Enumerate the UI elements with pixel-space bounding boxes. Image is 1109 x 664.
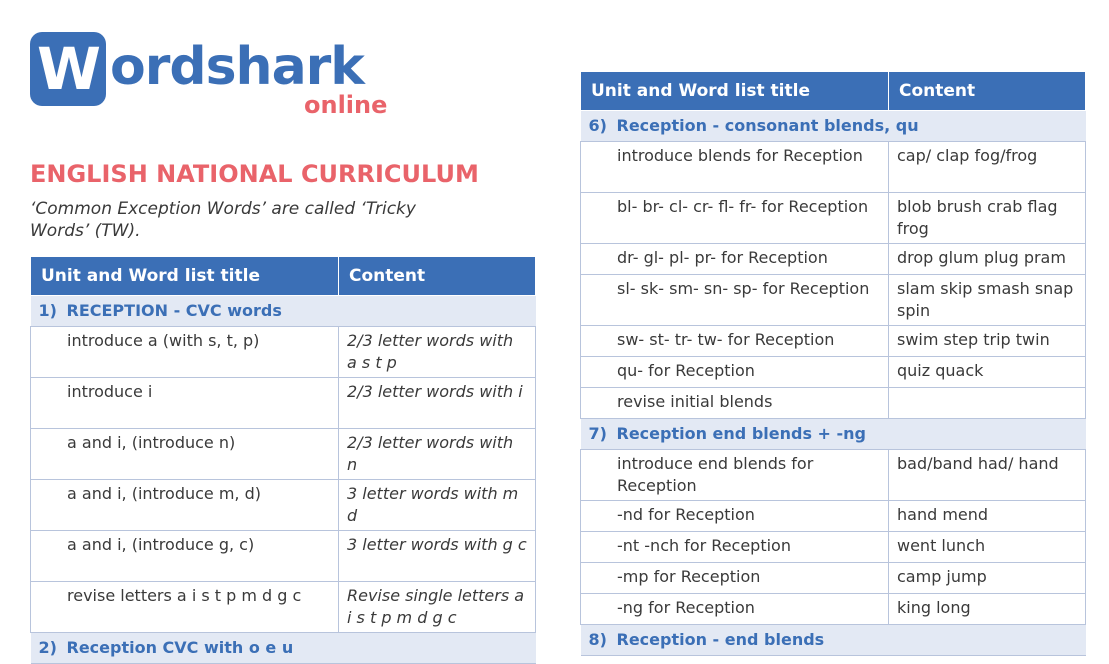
- section-number: 7): [588, 424, 607, 443]
- unit-title: qu- for Reception: [581, 357, 889, 388]
- table-row: [581, 275, 1086, 326]
- curriculum-table-left: [30, 256, 536, 664]
- col-header-title: Unit and Word list title: [581, 72, 889, 111]
- unit-title: a and i, (introduce n): [31, 429, 339, 480]
- unit-content: 3 letter words with m d: [339, 480, 536, 531]
- unit-title: -ng for Reception: [581, 594, 889, 625]
- section-number: 6): [588, 116, 607, 135]
- unit-title: -nd for Reception: [581, 501, 889, 532]
- col-header-content: Content: [339, 257, 536, 296]
- table-row: [31, 429, 536, 480]
- table-row: [31, 327, 536, 378]
- unit-content: bad/band had/ hand: [889, 450, 1086, 501]
- unit-title: a and i, (introduce g, c): [31, 531, 339, 582]
- unit-content: camp jump: [889, 563, 1086, 594]
- unit-title: sl- sk- sm- sn- sp- for Reception: [581, 275, 889, 326]
- unit-content: slam skip smash snap spin: [889, 275, 1086, 326]
- unit-title: introduce a (with s, t, p): [31, 327, 339, 378]
- section-row: [31, 296, 536, 327]
- page-subtitle: ‘Common Exception Words’ are called ‘Tricky Words’ (TW).: [30, 199, 416, 241]
- table-row: [581, 142, 1086, 193]
- section-title: Reception - end blends: [616, 630, 825, 649]
- unit-content: swim step trip twin: [889, 326, 1086, 357]
- logo-online: online: [304, 91, 388, 119]
- table-row: [581, 532, 1086, 563]
- table-row: [581, 594, 1086, 625]
- unit-content: Revise single letters a i s t p m d g c: [339, 582, 536, 633]
- section-row: [31, 633, 536, 664]
- unit-content: 2/3 letter words with i: [339, 378, 536, 429]
- table-row: [31, 480, 536, 531]
- unit-title: -nt -nch for Reception: [581, 532, 889, 563]
- unit-title: introduce end blends for Reception: [581, 450, 889, 501]
- table-row: [581, 563, 1086, 594]
- section-row: [581, 111, 1086, 142]
- unit-content: blob brush crab flag frog: [889, 193, 1086, 244]
- table-row: [581, 388, 1086, 419]
- unit-title: -mp for Reception: [581, 563, 889, 594]
- section-title: Reception end blends + -ng: [616, 424, 866, 443]
- table-row: [31, 531, 536, 582]
- unit-content: king long: [889, 594, 1086, 625]
- unit-title: dr- gl- pl- pr- for Reception: [581, 244, 889, 275]
- section-number: 1): [38, 301, 57, 320]
- col-header-title: Unit and Word list title: [31, 257, 339, 296]
- table-row: [581, 450, 1086, 501]
- section-title: RECEPTION - CVC words: [66, 301, 282, 320]
- table-row: [31, 582, 536, 633]
- page-heading: ENGLISH NATIONAL CURRICULUM: [30, 160, 479, 188]
- unit-content: went lunch: [889, 532, 1086, 563]
- unit-content: drop glum plug pram: [889, 244, 1086, 275]
- unit-title: bl- br- cl- cr- fl- fr- for Reception: [581, 193, 889, 244]
- unit-title: revise letters a i s t p m d g c: [31, 582, 339, 633]
- section-title: Reception CVC with o e u: [66, 638, 294, 657]
- unit-title: introduce blends for Reception: [581, 142, 889, 193]
- table-row: [581, 326, 1086, 357]
- unit-content: quiz quack: [889, 357, 1086, 388]
- table-row: [31, 378, 536, 429]
- logo-wordmark: ordshark: [110, 37, 364, 97]
- table-row: [581, 244, 1086, 275]
- table-row: [581, 501, 1086, 532]
- table-row: [581, 357, 1086, 388]
- unit-content: 3 letter words with g c: [339, 531, 536, 582]
- unit-title: introduce i: [31, 378, 339, 429]
- unit-title: a and i, (introduce m, d): [31, 480, 339, 531]
- wordshark-logo: [30, 32, 410, 122]
- unit-content: [889, 388, 1086, 419]
- curriculum-table-right: [580, 71, 1086, 656]
- table-row: [581, 193, 1086, 244]
- unit-content: 2/3 letter words with a s t p: [339, 327, 536, 378]
- section-row: [581, 419, 1086, 450]
- unit-content: hand mend: [889, 501, 1086, 532]
- col-header-content: Content: [889, 72, 1086, 111]
- unit-title: sw- st- tr- tw- for Reception: [581, 326, 889, 357]
- unit-content: 2/3 letter words with n: [339, 429, 536, 480]
- unit-title: revise initial blends: [581, 388, 889, 419]
- section-number: 8): [588, 630, 607, 649]
- unit-content: cap/ clap fog/frog: [889, 142, 1086, 193]
- section-title: Reception - consonant blends, qu: [616, 116, 919, 135]
- logo-w-badge: W: [30, 32, 106, 106]
- section-number: 2): [38, 638, 57, 657]
